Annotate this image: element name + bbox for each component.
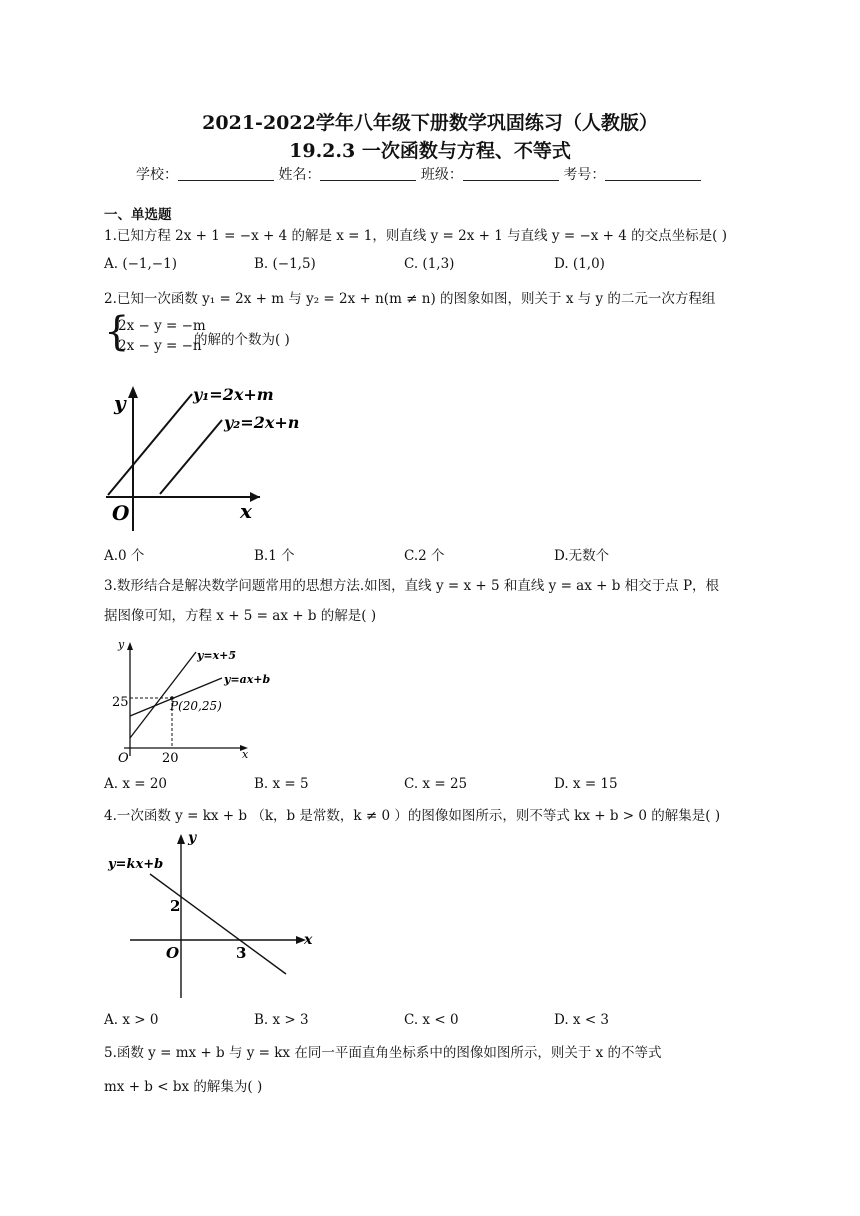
q3-y-arrow-icon [127, 642, 133, 650]
q2-equation-2: 2x − y = −n [118, 338, 202, 354]
q4-option-a: A. x > 0 [104, 1012, 159, 1028]
q2-option-d: D.无数个 [554, 548, 610, 564]
q1-option-b: B. (−1,5) [254, 256, 316, 272]
page-subtitle: 19.2.3 一次函数与方程、不等式 [289, 140, 571, 162]
info-fields [136, 164, 701, 184]
q2-line-2 [160, 420, 222, 494]
school-field[interactable] [178, 166, 274, 181]
q4-y-label: y [188, 830, 197, 846]
q2-option-c: C.2 个 [404, 548, 445, 564]
q4-option-d: D. x < 3 [554, 1012, 610, 1028]
question-3-text-2: 据图像可知，方程 x + 5 = ax + b 的解是( ) [104, 608, 377, 624]
q1-option-c: C. (1,3) [404, 256, 455, 272]
question-2-text: 2.已知一次函数 y₁ = 2x + m 与 y₂ = 2x + n(m ≠ n) 的图象如图，则关于 x 与 y 的二元一次方程组 [104, 291, 716, 307]
q2-origin-label: O [112, 501, 130, 525]
q4-option-b: B. x > 3 [254, 1012, 309, 1028]
q3-option-c: C. x = 25 [404, 776, 468, 792]
q3-option-d: D. x = 15 [554, 776, 618, 792]
q2-equation-1: 2x − y = −m [118, 318, 206, 334]
q2-y-arrow-icon [128, 386, 138, 398]
q4-tick-y: 2 [170, 897, 181, 915]
section-heading: 一、单选题 [104, 207, 172, 223]
q3-point-label: P(20,25) [170, 699, 222, 713]
question-4-text: 4.一次函数 y = kx + b （k，b 是常数，k ≠ 0 ）的图像如图所示，则不等式 kx + b > 0 的解集是( ) [104, 808, 721, 824]
q4-tick-x: 3 [236, 944, 247, 962]
class-field[interactable] [463, 166, 559, 181]
q2-option-a: A.0 个 [104, 548, 145, 564]
q4-x-label: x [304, 932, 313, 948]
q3-tick-x: 20 [162, 751, 179, 766]
q2-x-label: x [240, 499, 252, 523]
q3-line-1 [130, 652, 196, 738]
q2-tail: 的解的个数为( ) [194, 332, 290, 348]
q2-line-2-label: y₂=2x+n [224, 413, 300, 432]
q3-tick-y: 25 [112, 695, 129, 710]
question-5-text-2: mx + b < bx 的解集为( ) [104, 1079, 263, 1095]
q2-line-1-label: y₁=2x+m [193, 385, 274, 404]
page-title: 2021-2022学年八年级下册数学巩固练习（人教版） [202, 112, 658, 134]
q3-option-b: B. x = 5 [254, 776, 309, 792]
q4-option-c: C. x < 0 [404, 1012, 459, 1028]
name-label: 姓名： [278, 167, 321, 183]
brace-icon: { [104, 309, 130, 355]
question-5-text-1: 5.函数 y = mx + b 与 y = kx 在同一平面直角坐标系中的图像如图所示，则关于 x 的不等式 [104, 1045, 662, 1061]
q3-line-1-label: y=x+5 [197, 649, 237, 662]
q3-origin-label: O [118, 751, 129, 766]
question-1-text: 1.已知方程 2x + 1 = −x + 4 的解是 x = 1，则直线 y = 2x + 1 与直线 y = −x + 4 的交点坐标是( ) [104, 228, 727, 244]
q2-y-label: y [114, 391, 126, 415]
question-3-text-1: 3.数形结合是解决数学问题常用的思想方法.如图，直线 y = x + 5 和直线 y = ax + b 相交于点 P，根 [104, 578, 720, 594]
school-label: 学校： [136, 167, 178, 183]
q2-option-b: B.1 个 [254, 548, 295, 564]
q4-line-label: y=kx+b [108, 857, 164, 872]
q1-option-d: D. (1,0) [554, 256, 605, 272]
q3-y-label: y [118, 638, 125, 651]
q4-y-arrow-icon [177, 834, 185, 844]
name-field[interactable] [320, 166, 416, 181]
q4-graph [104, 828, 324, 1004]
q1-option-a: A. (−1,−1) [104, 256, 177, 272]
q4-origin-label: O [166, 944, 180, 962]
q3-graph [104, 634, 271, 770]
q2-graph [100, 376, 320, 536]
q3-option-a: A. x = 20 [104, 776, 168, 792]
class-label: 班级： [420, 167, 463, 183]
exam-no-label: 考号： [563, 167, 606, 183]
q3-x-label: x [242, 748, 249, 761]
exam-no-field[interactable] [605, 166, 701, 181]
q3-line-2-label: y=ax+b [224, 673, 271, 686]
